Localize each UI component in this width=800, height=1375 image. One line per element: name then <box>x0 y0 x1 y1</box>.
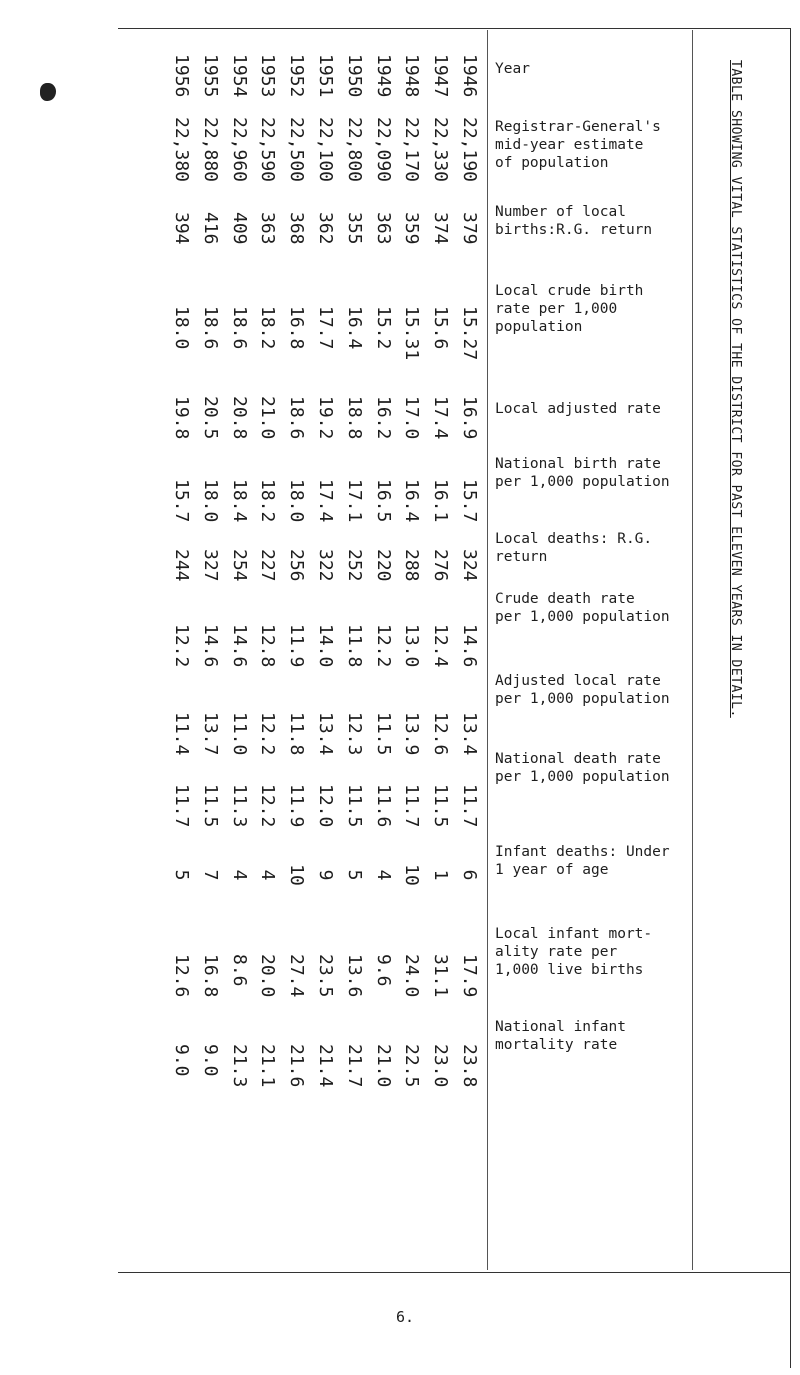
table-cell: 11.9 <box>286 784 308 828</box>
table-cell: 1956 <box>171 54 192 98</box>
table-cell: 21.6 <box>286 1044 308 1088</box>
frame-bottom-rule <box>118 1272 790 1273</box>
table-cell: 20.0 <box>257 954 279 998</box>
table-row <box>170 600 480 670</box>
table-cell: 18.2 <box>257 306 279 350</box>
table-cell: 13.6 <box>343 954 365 998</box>
table-cell: 23.0 <box>430 1044 452 1088</box>
table-cell: 324 <box>458 549 480 582</box>
table-cell: 11.0 <box>228 712 250 756</box>
table-row <box>170 93 480 183</box>
table-cell: 359 <box>401 212 423 245</box>
table-cell: 1948 <box>401 54 423 98</box>
table-cell: 288 <box>401 549 423 582</box>
row-label: National death rate per 1,000 population <box>495 751 670 785</box>
table-cell: 11.7 <box>171 784 192 828</box>
table-title: TABLE SHOWING VITAL STATISTICS OF THE DISTRICT FOR PAST ELEVEN YEARS IN DETAIL. <box>728 60 743 718</box>
table-cell: 5 <box>171 869 192 881</box>
table-cell: 22,800 <box>343 117 365 183</box>
table-cell: 21.4 <box>314 1044 336 1088</box>
table-cell: 7 <box>199 869 221 881</box>
table-cell: 12.8 <box>257 624 279 668</box>
table-cell: 14.0 <box>314 624 336 668</box>
frame-right-rule <box>790 28 791 1368</box>
table-row <box>170 688 480 758</box>
table-cell: 16.4 <box>343 306 365 350</box>
frame-top-rule <box>118 28 790 29</box>
table-cell: 15.7 <box>458 479 480 523</box>
table-cell: 11.5 <box>199 784 221 828</box>
table-cell: 15.2 <box>372 306 394 350</box>
table-cell: 13.4 <box>458 712 480 756</box>
table-cell: 9.0 <box>199 1044 221 1077</box>
table-cell: 18.0 <box>286 479 308 523</box>
row-label: Adjusted local rate per 1,000 population <box>495 673 670 707</box>
table-cell: 1952 <box>286 54 308 98</box>
table-cell: 322 <box>314 549 336 582</box>
table-cell: 22,190 <box>458 117 480 183</box>
table-cell: 220 <box>372 549 394 582</box>
table-cell: 17.1 <box>343 479 365 523</box>
table-cell: 16.4 <box>401 479 423 523</box>
table-cell: 327 <box>199 549 221 582</box>
table-cell: 12.2 <box>372 624 394 668</box>
table-cell: 15.31 <box>401 306 423 361</box>
table-cell: 11.3 <box>228 784 250 828</box>
table-cell: 27.4 <box>286 954 308 998</box>
table-cell: 21.0 <box>257 396 279 440</box>
row-label: Crude death rate per 1,000 population <box>495 591 670 625</box>
table-cell: 22,880 <box>199 117 221 183</box>
table-cell: 5 <box>343 869 365 881</box>
table-cell: 1 <box>430 869 452 881</box>
table-cell: 18.0 <box>199 479 221 523</box>
table-cell: 14.6 <box>228 624 250 668</box>
table-cell: 17.4 <box>430 396 452 440</box>
table-row <box>170 840 480 910</box>
table-cell: 17.7 <box>314 306 336 350</box>
table-cell: 10 <box>401 864 423 886</box>
table-cell: 16.8 <box>286 306 308 350</box>
row-label: Local adjusted rate <box>495 401 661 417</box>
table-cell: 21.0 <box>372 1044 394 1088</box>
table-cell: 22,960 <box>228 117 250 183</box>
table-cell: 379 <box>458 212 480 245</box>
table-cell: 11.6 <box>372 784 394 828</box>
table-cell: 17.4 <box>314 479 336 523</box>
table-cell: 11.7 <box>458 784 480 828</box>
table-cell: 4 <box>372 869 394 881</box>
table-cell: 9.0 <box>171 1044 192 1077</box>
table-cell: 16.1 <box>430 479 452 523</box>
table-cell: 17.9 <box>458 954 480 998</box>
table-cell: 12.2 <box>171 624 192 668</box>
table-cell: 276 <box>430 549 452 582</box>
table-cell: 21.1 <box>257 1044 279 1088</box>
table-cell: 14.6 <box>199 624 221 668</box>
row-label: Number of local births:R.G. return <box>495 204 653 238</box>
page-number: 6. <box>396 1308 415 1326</box>
table-cell: 227 <box>257 549 279 582</box>
table-cell: 11.5 <box>430 784 452 828</box>
table-cell: 12.6 <box>171 954 192 998</box>
table-cell: 20.5 <box>199 396 221 440</box>
table-cell: 11.4 <box>171 712 192 756</box>
row-label: Local deaths: R.G. return <box>495 531 653 565</box>
table-cell: 16.5 <box>372 479 394 523</box>
table-cell: 1950 <box>343 54 365 98</box>
table-cell: 12.2 <box>257 712 279 756</box>
table-cell: 1949 <box>372 54 394 98</box>
table-cell: 362 <box>314 212 336 245</box>
table-row <box>170 760 480 830</box>
row-label: National birth rate per 1,000 population <box>495 456 670 490</box>
table-cell: 16.8 <box>199 954 221 998</box>
table-cell: 23.8 <box>458 1044 480 1088</box>
table-cell: 11.7 <box>401 784 423 828</box>
table-cell: 12.0 <box>314 784 336 828</box>
table-cell: 13.4 <box>314 712 336 756</box>
table-cell: 14.6 <box>458 624 480 668</box>
table-cell: 24.0 <box>401 954 423 998</box>
table-cell: 11.5 <box>343 784 365 828</box>
table-cell: 6 <box>458 869 480 881</box>
table-cell: 19.8 <box>171 396 192 440</box>
table-cell: 16.2 <box>372 396 394 440</box>
table-cell: 31.1 <box>430 954 452 998</box>
table-cell: 244 <box>171 549 192 582</box>
table-cell: 11.8 <box>286 712 308 756</box>
table-cell: 13.9 <box>401 712 423 756</box>
table-cell: 13.7 <box>199 712 221 756</box>
table-cell: 22,090 <box>372 117 394 183</box>
table-cell: 9.6 <box>372 954 394 987</box>
table-cell: 1951 <box>314 54 336 98</box>
table-cell: 355 <box>343 212 365 245</box>
table-cell: 22.5 <box>401 1044 423 1088</box>
table-cell: 18.6 <box>228 306 250 350</box>
table-cell: 20.8 <box>228 396 250 440</box>
table-cell: 17.0 <box>401 396 423 440</box>
table-cell: 394 <box>171 212 192 245</box>
table-cell: 22,330 <box>430 117 452 183</box>
row-label: Infant deaths: Under 1 year of age <box>495 844 670 878</box>
table-cell: 18.2 <box>257 479 279 523</box>
table-cell: 252 <box>343 549 365 582</box>
row-label: Year <box>495 61 530 77</box>
table-cell: 22,590 <box>257 117 279 183</box>
table-cell: 11.8 <box>343 624 365 668</box>
table-cell: 18.0 <box>171 306 192 350</box>
table-cell: 12.2 <box>257 784 279 828</box>
table-row <box>170 525 480 595</box>
table-cell: 19.2 <box>314 396 336 440</box>
table-cell: 4 <box>257 869 279 881</box>
table-row <box>170 1020 480 1090</box>
table-cell: 416 <box>199 212 221 245</box>
table-cell: 256 <box>286 549 308 582</box>
table-cell: 22,500 <box>286 117 308 183</box>
table-row <box>170 188 480 258</box>
row-label: National infant mortality rate <box>495 1019 626 1053</box>
table-cell: 11.9 <box>286 624 308 668</box>
table-cell: 254 <box>228 549 250 582</box>
table-row <box>170 372 480 442</box>
table-row <box>170 930 480 1000</box>
table-cell: 18.6 <box>286 396 308 440</box>
table-cell: 368 <box>286 212 308 245</box>
table-cell: 409 <box>228 212 250 245</box>
row-label: Registrar-General's mid-year estimate of population <box>495 119 661 171</box>
punch-hole-mark <box>40 83 56 101</box>
table-cell: 11.5 <box>372 712 394 756</box>
table-cell: 18.8 <box>343 396 365 440</box>
table-cell: 23.5 <box>314 954 336 998</box>
table-cell: 1946 <box>458 54 480 98</box>
table-cell: 1954 <box>228 54 250 98</box>
table-cell: 22,380 <box>171 117 192 183</box>
table-cell: 22,100 <box>314 117 336 183</box>
row-label: Local crude birth rate per 1,000 population <box>495 283 644 335</box>
table-cell: 21.3 <box>228 1044 250 1088</box>
table-cell: 1947 <box>430 54 452 98</box>
table-cell: 12.4 <box>430 624 452 668</box>
table-cell: 18.4 <box>228 479 250 523</box>
table-cell: 12.3 <box>343 712 365 756</box>
table-cell: 4 <box>228 869 250 881</box>
row-label: Local infant mort- ality rate per 1,000 live births <box>495 926 653 978</box>
table-row <box>170 455 480 525</box>
table-row <box>170 30 480 100</box>
table-cell: 22,170 <box>401 117 423 183</box>
table-cell: 16.9 <box>458 396 480 440</box>
table-cell: 21.7 <box>343 1044 365 1088</box>
table-cell: 9 <box>314 869 336 881</box>
table-cell: 363 <box>372 212 394 245</box>
table-cell: 363 <box>257 212 279 245</box>
table-cell: 13.0 <box>401 624 423 668</box>
table-cell: 374 <box>430 212 452 245</box>
table-row <box>170 282 480 361</box>
table-cell: 8.6 <box>228 954 250 987</box>
title-column-divider <box>692 30 693 1270</box>
table-cell: 18.6 <box>199 306 221 350</box>
label-column-divider <box>487 30 488 1270</box>
table-cell: 15.6 <box>430 306 452 350</box>
table-cell: 10 <box>286 864 308 886</box>
table-cell: 15.27 <box>458 306 480 361</box>
table-cell: 15.7 <box>171 479 192 523</box>
table-cell: 1955 <box>199 54 221 98</box>
table-cell: 12.6 <box>430 712 452 756</box>
table-cell: 1953 <box>257 54 279 98</box>
